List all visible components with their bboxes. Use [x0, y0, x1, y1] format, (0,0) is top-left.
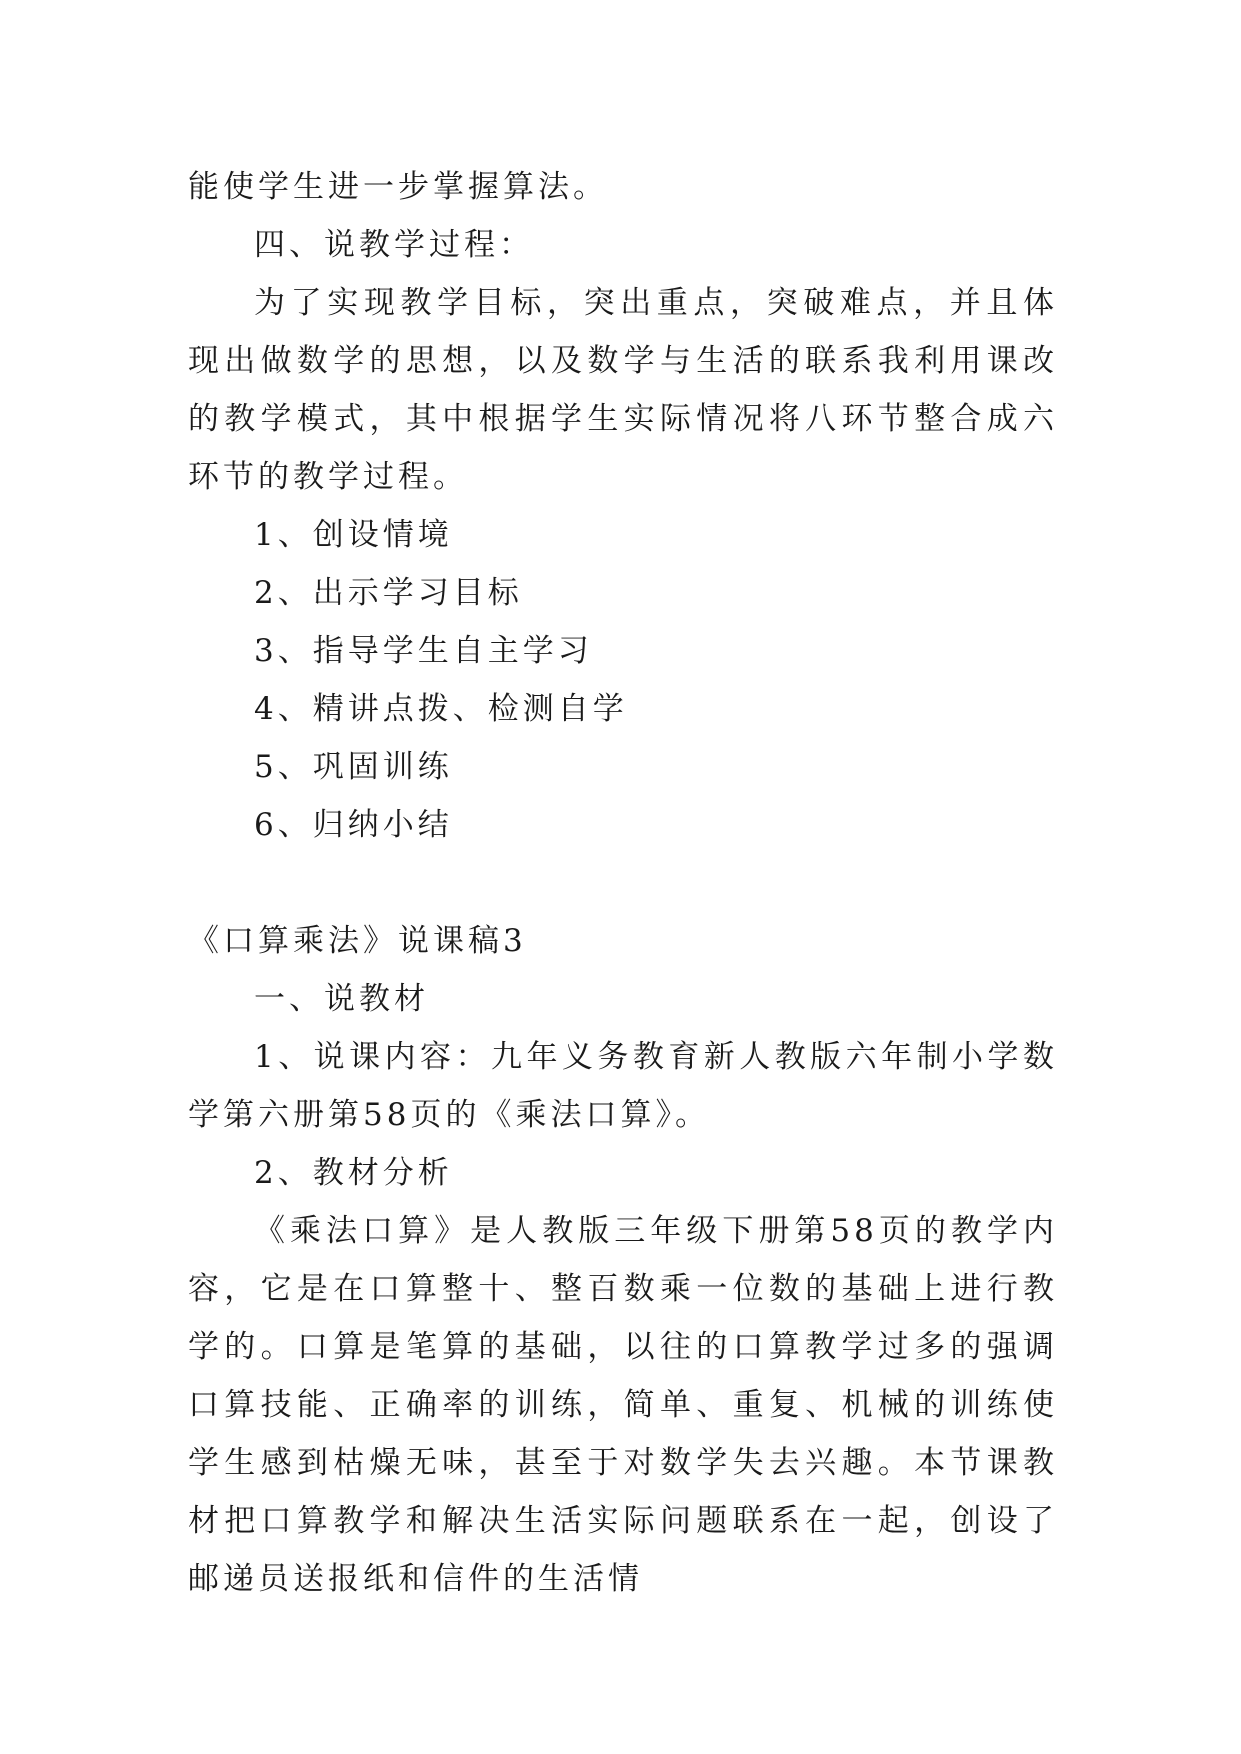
section-title: 《口算乘法》说课稿3: [188, 923, 527, 959]
document-body: [188, 158, 1058, 1608]
heading-textbook-analysis: 2、教材分析: [254, 1155, 453, 1191]
list-item-step-3: 3、指导学生自主学习: [254, 633, 593, 669]
paragraph-teaching-process: 为了实现教学目标，突出重点，突破难点，并且体现出做数学的思想，以及数学与生活的联系我利用课改的教学模式，其中根据学生实际情况将八环节整合成六环节的教学过程。: [188, 285, 1058, 495]
list-item-step-4: 4、精讲点拨、检测自学: [254, 691, 628, 727]
heading-teaching-process: 四、说教学过程：: [254, 227, 534, 263]
paragraph-continuation: 能使学生进一步掌握算法。: [188, 169, 608, 205]
list-item-step-1: 1、创设情境: [254, 517, 453, 553]
paragraph-lesson-content: 1、说课内容：九年义务教育新人教版六年制小学数学第六册第58页的《乘法口算》。: [188, 1039, 1058, 1133]
list-item-step-2: 2、出示学习目标: [254, 575, 523, 611]
paragraph-textbook-analysis: 《乘法口算》是人教版三年级下册第58页的教学内容，它是在口算整十、整百数乘一位数的基础上进行教学的。口算是笔算的基础，以往的口算教学过多的强调口算技能、正确率的训练，简单、重复、机械的训练使学生感到枯燥无味，甚至于对数学失去兴趣。本节课教材把口算教学和解决生活实际问题联系在一起，创设了邮递员送报纸和信件的生活情: [188, 1213, 1058, 1597]
list-item-step-6: 6、归纳小结: [254, 807, 453, 843]
list-item-step-5: 5、巩固训练: [254, 749, 453, 785]
heading-textbook: 一、说教材: [254, 981, 429, 1017]
